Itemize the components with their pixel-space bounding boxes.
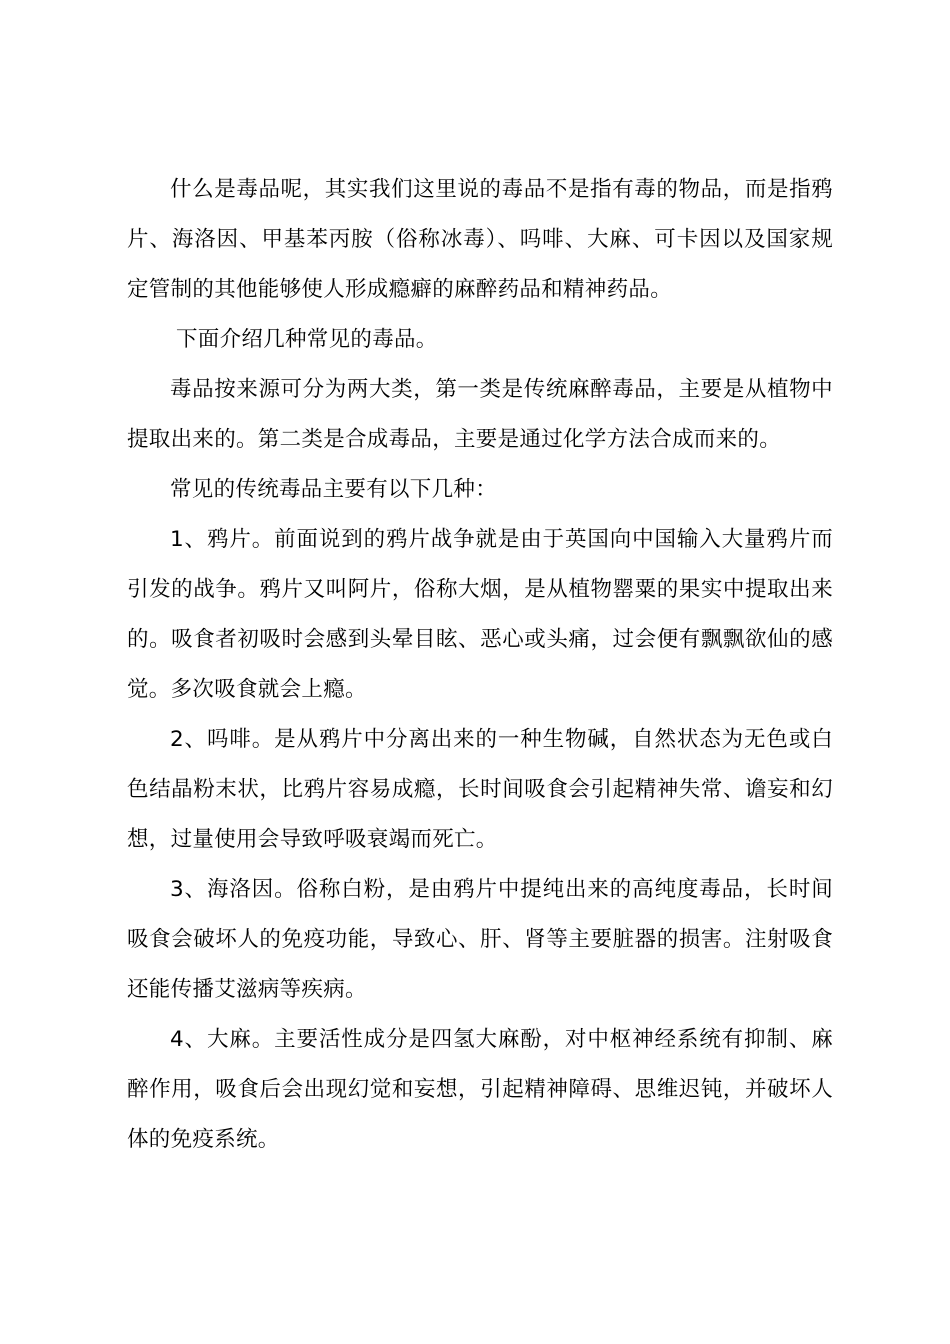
paragraph-traditional-list-intro: 常见的传统毒品主要有以下几种： — [170, 477, 498, 502]
paragraph-opium: 1、鸦片。前面说到的鸦片战争就是由于英国向中国输入大量鸦片而引发的战争。鸦片又叫阿片，俗称大烟，是从植物罂粟的果实中提取出来的。吸食者初吸时会感到头晕目眩、恶心或头痛，过会便有飘飘欲仙的感觉。多次吸食就会上瘾。 — [127, 527, 833, 702]
paragraph-morphine: 2、吗啡。是从鸦片中分离出来的一种生物碱，自然状态为无色或白色结晶粉末状，比鸦片容易成瘾，长时间吸食会引起精神失常、谵妄和幻想，过量使用会导致呼吸衰竭而死亡。 — [127, 727, 833, 852]
paragraph-cannabis: 4、大麻。主要活性成分是四氢大麻酚，对中枢神经系统有抑制、麻醉作用，吸食后会出现幻觉和妄想，引起精神障碍、思维迟钝，并破坏人体的免疫系统。 — [127, 1027, 833, 1152]
paragraph-definition: 什么是毒品呢，其实我们这里说的毒品不是指有毒的物品，而是指鸦片、海洛因、甲基苯丙胺（俗称冰毒）、吗啡、大麻、可卡因以及国家规定管制的其他能够使人形成瘾癖的麻醉药品和精神药品。 — [127, 177, 833, 302]
paragraph-heroin: 3、海洛因。俗称白粉，是由鸦片中提纯出来的高纯度毒品，长时间吸食会破坏人的免疫功能，导致心、肝、肾等主要脏器的损害。注射吸食还能传播艾滋病等疾病。 — [127, 877, 833, 1002]
paragraph-intro: 下面介绍几种常见的毒品。 — [176, 327, 438, 352]
paragraph-categories: 毒品按来源可分为两大类，第一类是传统麻醉毒品，主要是从植物中提取出来的。第二类是合成毒品，主要是通过化学方法合成而来的。 — [127, 377, 833, 452]
document-body — [127, 165, 833, 1165]
